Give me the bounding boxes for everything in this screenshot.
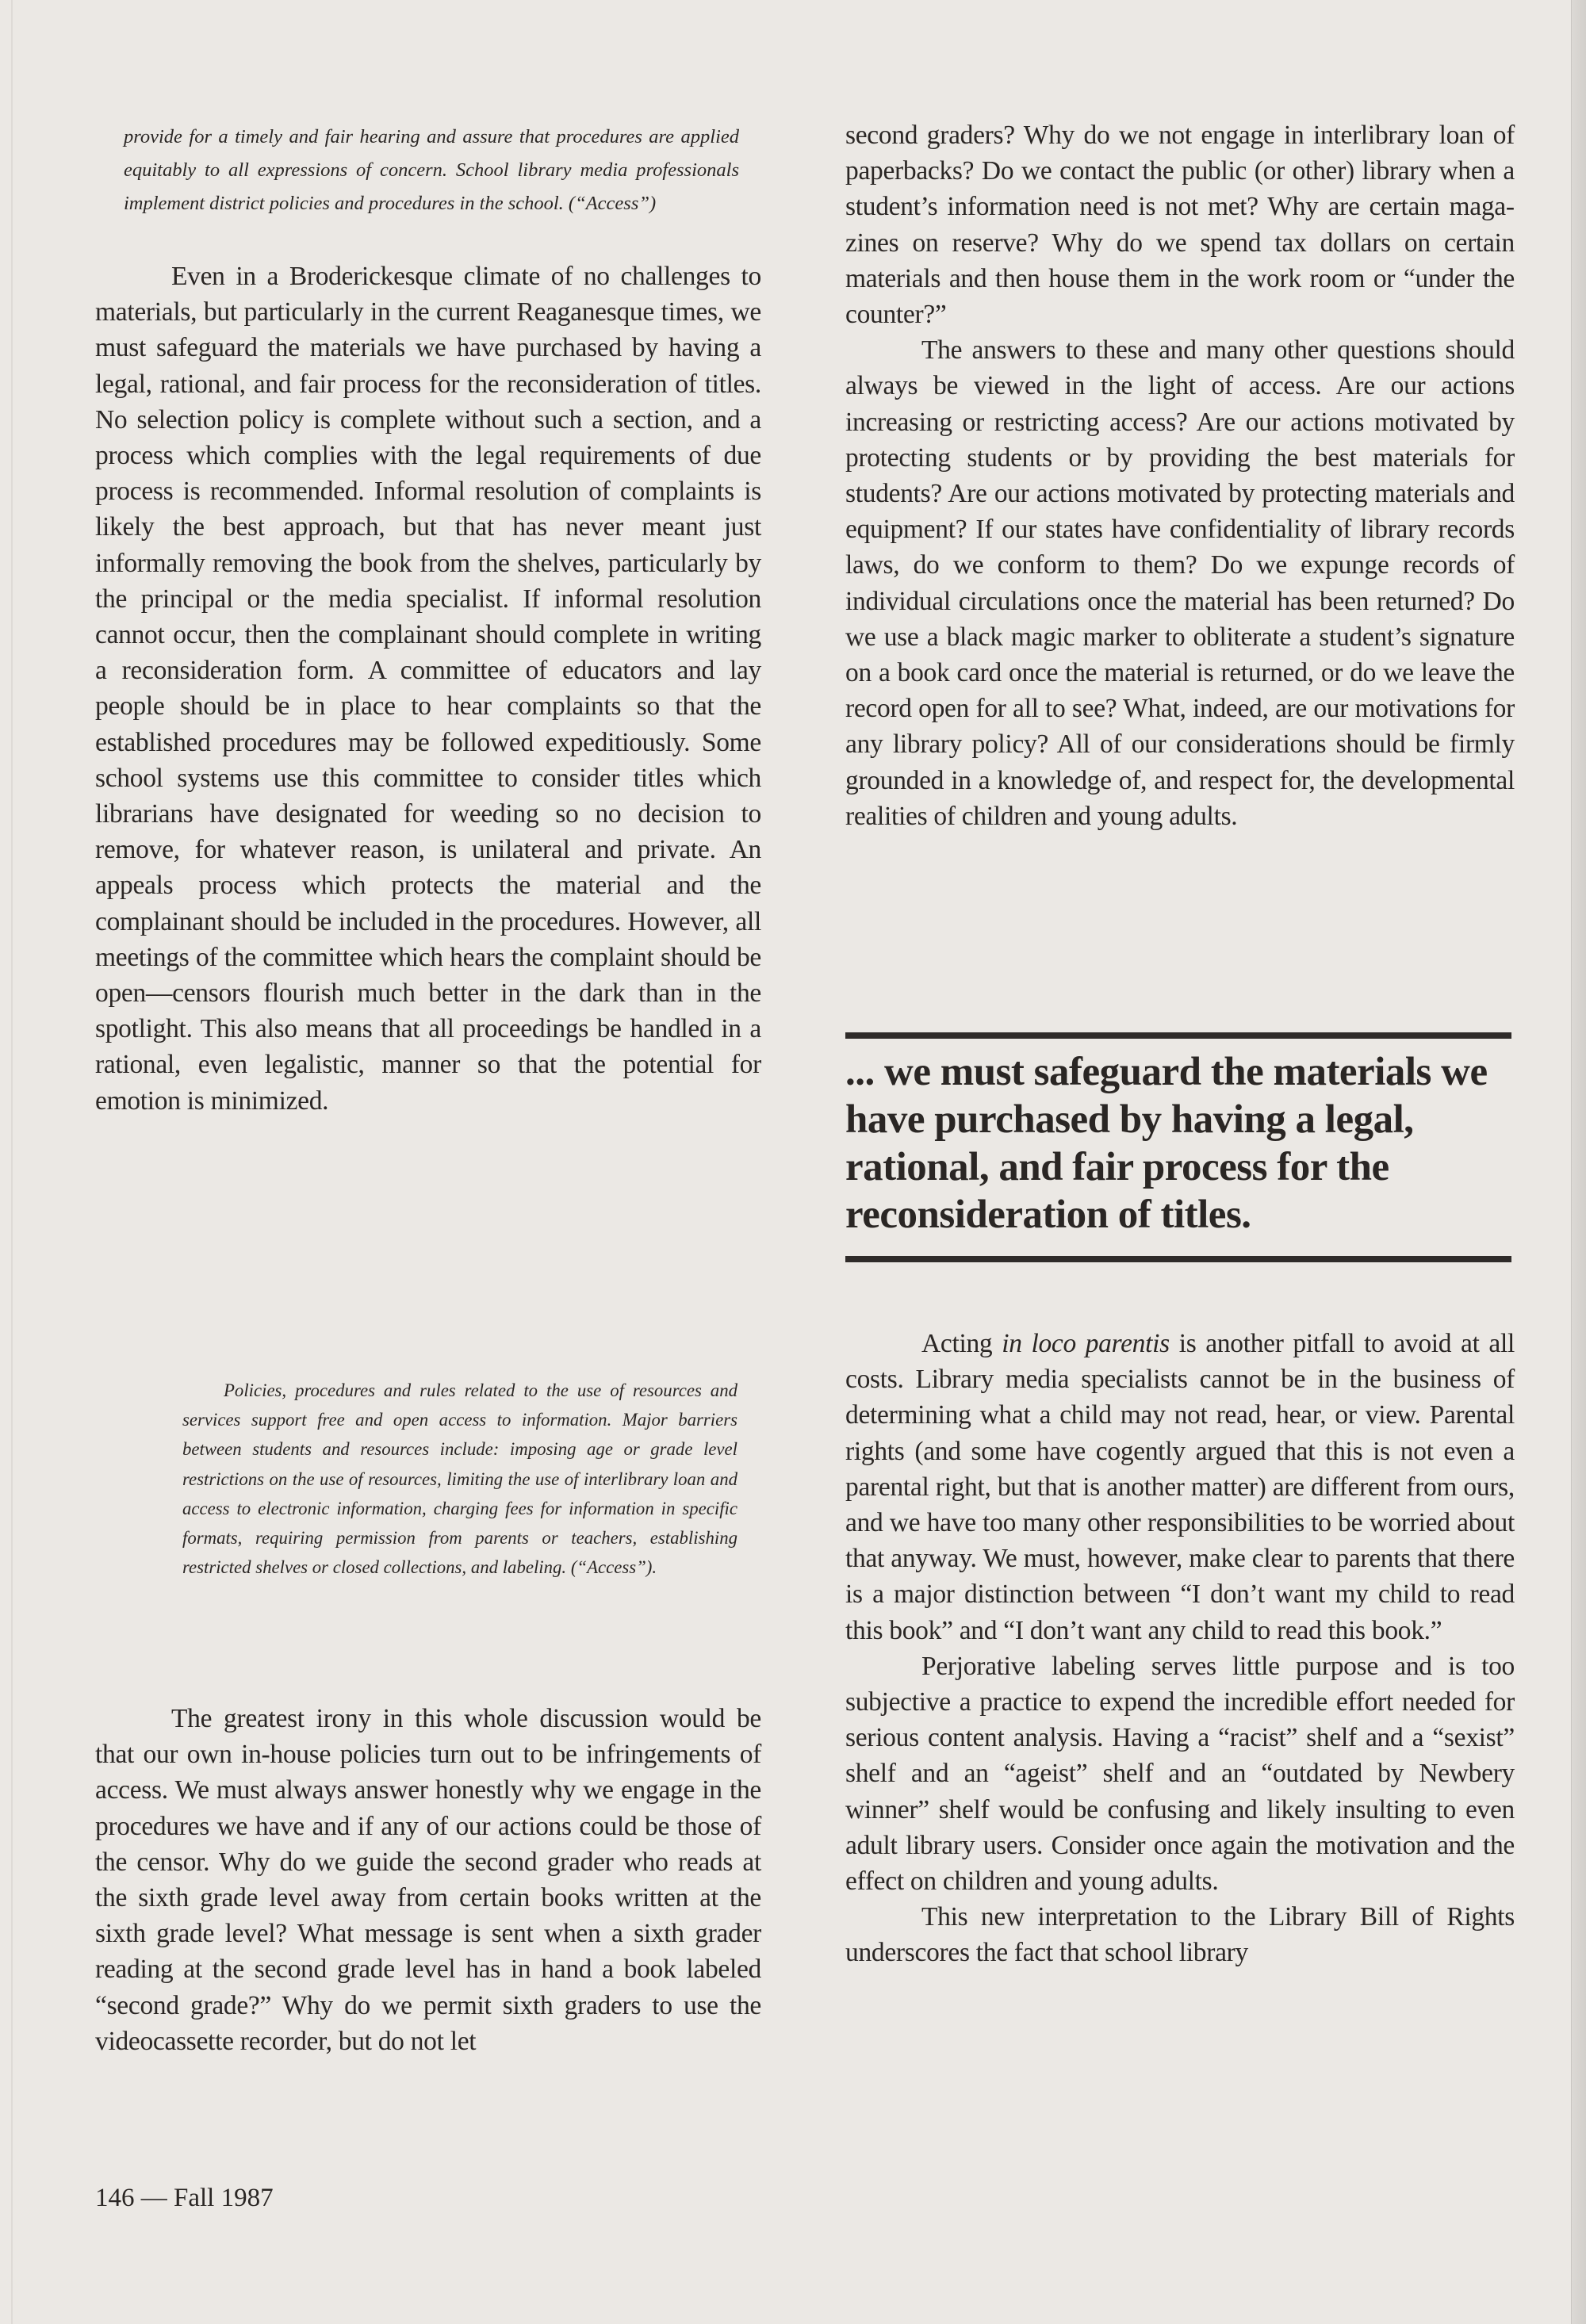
paragraph-second-graders <box>845 117 1515 834</box>
italic-phrase: in loco parentis <box>1002 1329 1170 1358</box>
pull-quote-bottom-rule <box>845 1256 1511 1262</box>
paragraph-reconsideration-process: Even in a Broderickesque climate of no challenges to materials, but particularly in the current Reaganesque times, we must safeguard the materials we have purchased by having a legal, rational, and fair process for the reconsideration of titles. No selection policy is complete without such a section, and a process which complies with the legal requirements of due process is recommended. Informal resolution of complaints is likely the best approach, but that has never meant just informally removing the book from the shelves, particularly by the principal or the media specialist. If informal resolution cannot occur, then the complainant should complete in writing a reconsideration form. A committee of educators and lay people should be in place to hear complaints so that the established procedures may be followed expeditiously. Some school systems use this committee to consider titles which librarians have designated for weeding so no decision to remove, for whatever reason, is unilateral and private. An appeals process which protects the material and the complainant should be included in the procedures. However, all meetings of the committee which hears the complaint should be open—censors flourish much better in the dark than in the spotlight. This also means that all proceedings be handled in a rational, even legalistic, manner so that the potential for emotion is minimized. <box>95 262 761 1116</box>
paragraph-rest: is another pitfall to avoid at all costs. Library media specialists cannot be in the business of determining what a child may not read, hear, or view. Parental rights (and some have cogently argued that this is not even a parental right, but that is another matter) are different from ours, and we have too many other responsibilities to be worried about that anyway. We must, however, make clear to parents that there is a major distinction between “I don’t want my child to read this book” and “I don’t want any child to read this book.” <box>845 1329 1515 1645</box>
pull-quote <box>845 1032 1515 1262</box>
paragraph-in-loco-parentis <box>845 1326 1515 1648</box>
paragraph-greatest-irony: The greatest irony in this whole discussion would be that our own in-house policies turn out to be infringements of access. We must always answer honestly why we engage in the procedures we have and if any of our actions could be those of the censor. Why do we guide the second grader who reads at the sixth grade level away from certain books written at the sixth grade level? What message is sent when a sixth grader reading at the second grade level has in hand a book labeled “second grade?” Why do we permit sixth graders to use the videocassette recorder, but do not let <box>95 1704 761 2056</box>
block-quote-access-1: provide for a timely and fair hearing and assure that procedures are applied equitably to all expressions of concern. School library media professionals implement district policies and procedures in the school. (“Access”) <box>124 126 739 214</box>
paragraph-text: second graders? Why do we not engage in interlibrary loan of paperbacks? Do we contact the public (or other) library when a student’s information need is not met? Why are certain magazines on reserve? Why do we spend tax dollars on certain materials and then house them in the work room or “under the counter?” <box>845 121 1515 330</box>
pull-quote-text: ... we must safeguard the materials we have purchased by having a legal, rational, and fair process for the reconsideration of titles. <box>845 1050 1488 1237</box>
page-left-edge <box>11 0 13 2324</box>
paragraph-lead: Acting <box>921 1329 1002 1358</box>
block-quote-access-2: Policies, procedures and rules related to the use of resources and services support free and open access to information. Major barriers between students and resources include: imposing age or grade level restrictions on the use of resources, limiting the use of interlibrary loan and access to electronic information, charging fees for information in specific formats, requiring permission from parents or teachers, establishing restricted shelves or closed collections, and labeling. (“Access”). <box>182 1380 737 1578</box>
paragraph-answers-to-questions: The answers to these and many other questions should always be viewed in the light of access. Are our actions increasing or restricting access? Are our actions motivated by protecting students or by providing the best materials for students? Are our actions motivated by protecting materials and equipment? If our states have confidentiality of library records laws, do we conform to them? Do we expunge records of individual circulations once the material has been returned? Do we use a black magic marker to obliterate a student’s signature on a book card once the material is returned, or do we leave the record open for all to see? What, indeed, are our motivations for any library policy? All of our considerations should be firmly grounded in a knowledge of, and respect for, the developmental realities of children and young adults. <box>845 335 1515 831</box>
page-binding-edge <box>1571 0 1586 2324</box>
paragraph-perjorative-labeling: Perjorative labeling serves little purpose and is too subjective a practice to expend the incredible effort needed for serious content analysis. Having a “racist” shelf and a “sexist” shelf and an “ageist” shelf and an “outdated by Newbery winner” shelf would be confusing and likely insulting to even adult library users. Consider once again the motivation and the effect on children and young adults. <box>845 1651 1515 1897</box>
right-lower-text <box>845 1326 1515 1971</box>
paragraph-library-bill-of-rights: This new interpretation to the Library Bill of Rights underscores the fact that school library <box>845 1902 1515 1968</box>
page-folio: 146 — Fall 1987 <box>95 2184 274 2212</box>
pull-quote-top-rule <box>845 1032 1511 1039</box>
